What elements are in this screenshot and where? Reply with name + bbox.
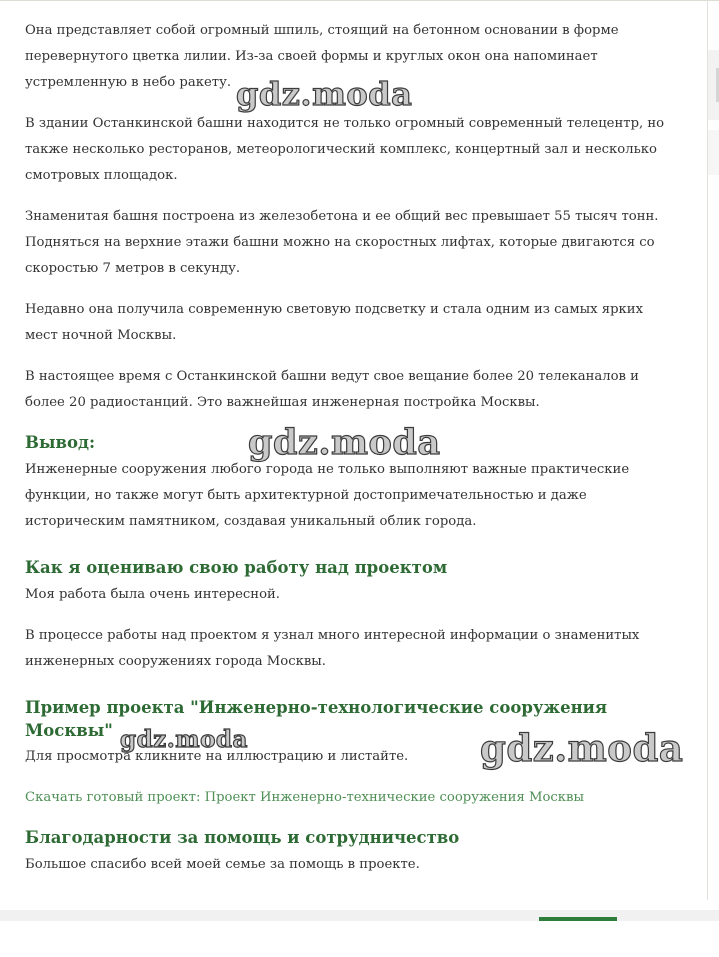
watermark: gdz.moda [480, 726, 684, 770]
paragraph-tower-lighting: Недавно она получила современную световую подсветку и стала одним из самых ярких мест ночной Москвы. [25, 302, 644, 343]
conclusion-text: Инженерные сооружения любого города не только выполняют важные практические функции, но также могут быть архитектурной достопримечательностью и даже историческим памятником, создавая уникальный облик города. [25, 462, 630, 529]
evaluation-text-2: В процессе работы над проектом я узнал много интересной информации о знаменитых инженерных сооружениях города Москвы. [25, 628, 640, 669]
thanks-text: Большое спасибо всей моей семье за помощь в проекте. [25, 857, 420, 872]
paragraph-tower-facilities: В здании Останкинской башни находится не только огромный современный телецентр, но также несколько ресторанов, метеорологический комплекс, концертный зал и несколько смотровых площадок. [25, 116, 665, 183]
evaluation-heading: Как я оцениваю свою работу над проектом [25, 558, 448, 577]
paragraph-tower-broadcast: В настоящее время с Останкинской башни ведут свое вещание более 20 телеканалов и более 20 радиостанций. Это важнейшая инженерная постройка Москвы. [25, 369, 639, 410]
watermark: gdz.moda [120, 726, 248, 753]
conclusion-heading: Вывод: [25, 433, 96, 452]
paragraph-tower-shape: Она представляет собой огромный шпиль, стоящий на бетонном основании в форме перевернутого цветка лилии. Из-за своей формы и круглых окон она напоминает устремленную в небо ракету. [25, 23, 619, 90]
download-link-wrap [25, 785, 675, 811]
side-panel-tab-secondary[interactable] [708, 130, 719, 175]
thanks-heading: Благодарности за помощь и сотрудничество [25, 828, 460, 847]
top-divider [0, 0, 719, 1]
footer-accent-bar [539, 917, 617, 921]
example-hint: Для просмотра кликните на иллюстрацию и листайте. [25, 749, 409, 764]
side-panel-tab[interactable] [708, 50, 719, 120]
paragraph-tower-weight: Знаменитая башня построена из железобетона и ее общий вес превышает 55 тысяч тонн. Подняться на верхние этажи башни можно на скоростных лифтах, которые двигаются со скоростью 7 метров в секунду. [25, 209, 659, 276]
watermark: gdz.moda [236, 75, 413, 113]
evaluation-text-1: Моя работа была очень интересной. [25, 587, 280, 602]
download-project-link[interactable]: Скачать готовый проект: Проект Инженерно-технические сооружения Москвы [25, 790, 584, 805]
example-heading: Пример проекта "Инженерно-технологические сооружения Москвы" [25, 698, 608, 740]
watermark: gdz.moda [248, 422, 441, 463]
